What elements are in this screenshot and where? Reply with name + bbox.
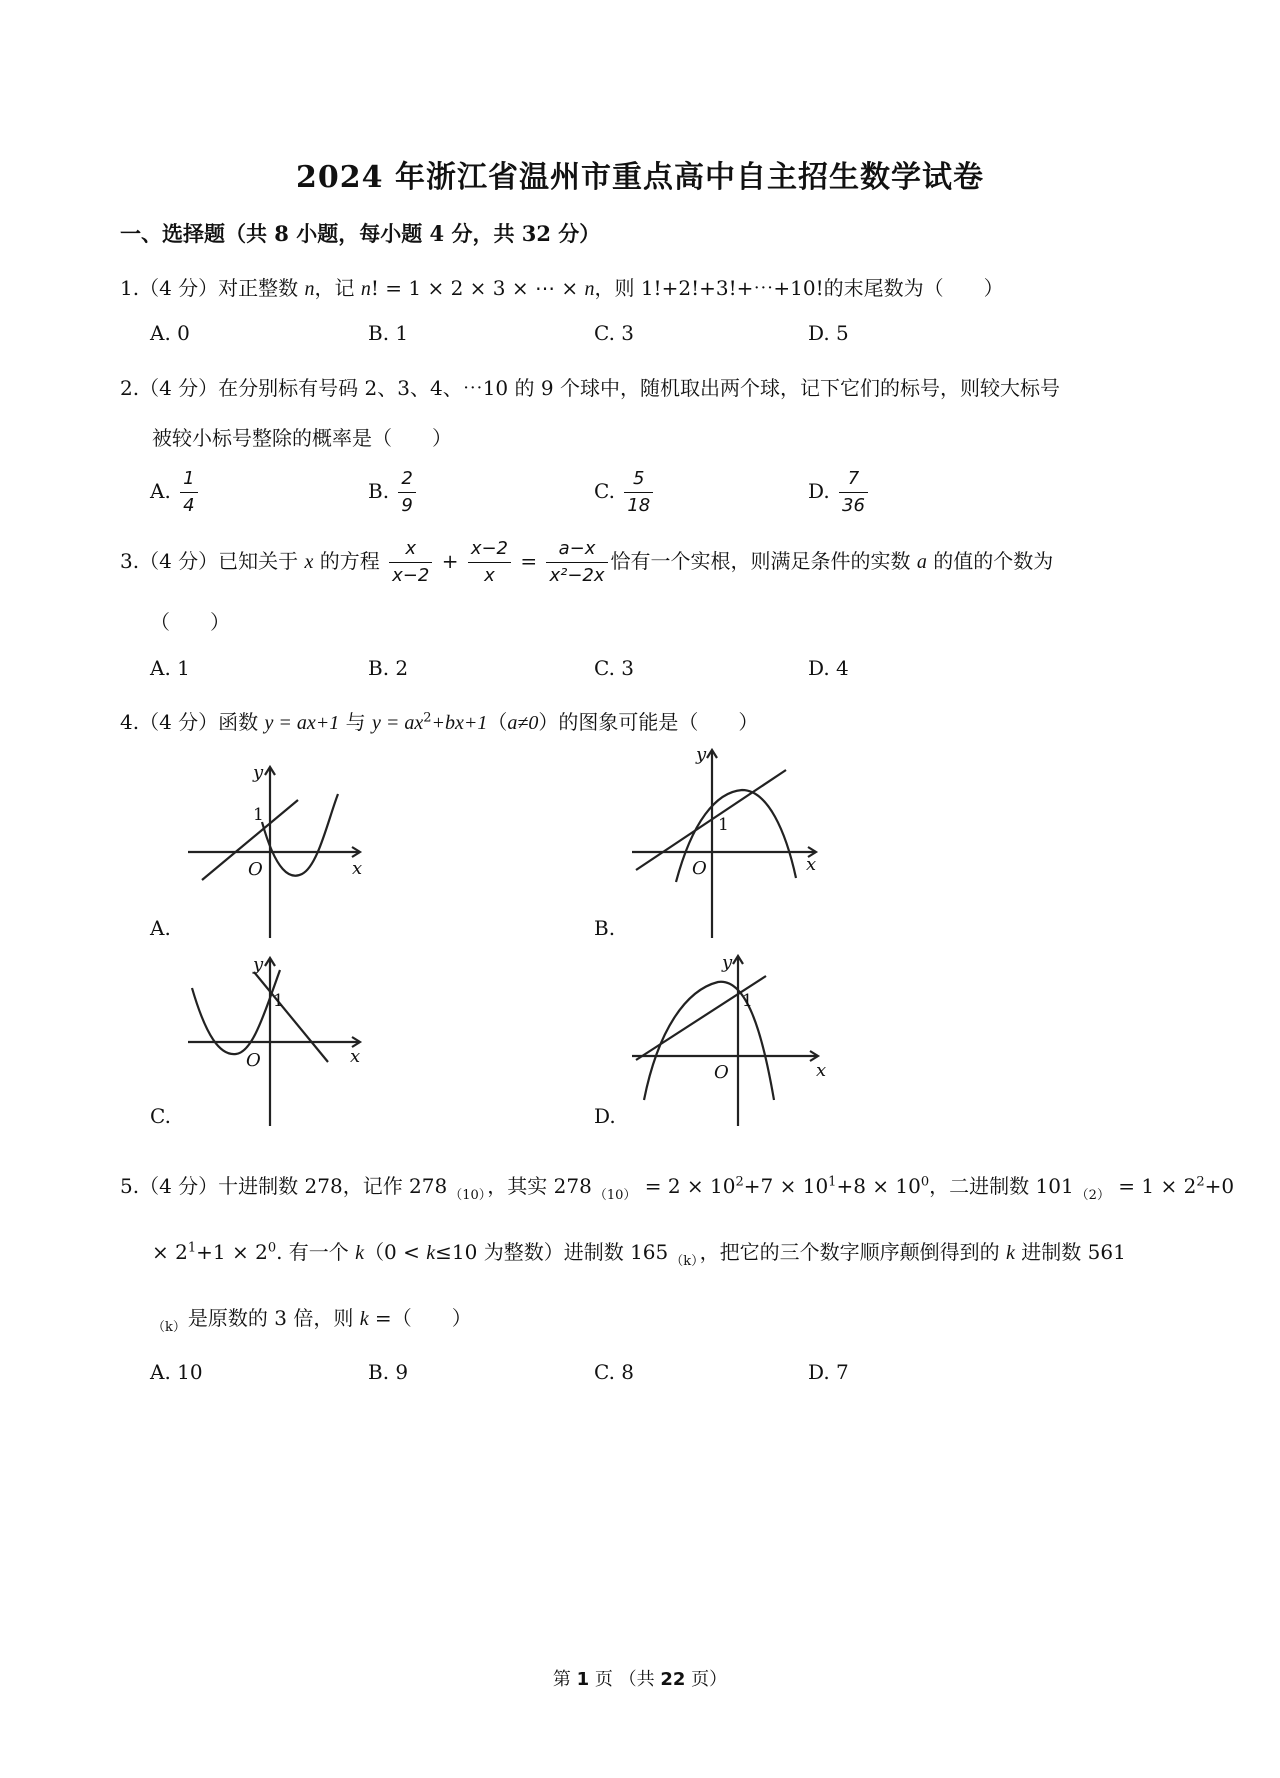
svg-text:x: x (352, 858, 363, 879)
question-5-line-2: × $2^1+1 \times 2^0$. 有一个 k（0 < k≤10 为整数）进制数 165 $_{(k)}$ ，把它的三个数字顺序颠倒得到的 k 进制数 561 (152, 1240, 1126, 1269)
svg-text:1: 1 (718, 815, 729, 835)
q3-option-d[interactable]: D. 4 (808, 656, 849, 680)
question-5-line-1: 5.（4 分）十进制数 278，记作 278 $_{(10)}$ ，其实 278 $_{(10)} = 2 \times 10^2+7 \times 10^1+8 \times 10^0$，二进制数 101 $_{(2)} = 1 \times 2^2+0$ (120, 1174, 1235, 1203)
fraction-2: $\frac{x-2}{x}$ (468, 536, 511, 589)
q4-option-d[interactable]: D. (594, 1104, 616, 1128)
graph-d[interactable] (626, 950, 836, 1130)
svg-text:y: y (253, 954, 264, 975)
q1-option-c[interactable]: C. 3 (594, 321, 635, 345)
question-3-line-2: （ ） (150, 610, 230, 634)
svg-text:O: O (692, 858, 707, 879)
fraction: $\frac{7}{36}$ (839, 466, 868, 519)
svg-text:1: 1 (253, 805, 264, 825)
q2-option-c[interactable]: C. $\frac{5}{18}$ (594, 466, 656, 519)
svg-text:1: 1 (742, 991, 753, 1011)
q4-option-c[interactable]: C. (150, 1104, 171, 1128)
fraction: $\frac{1}{4}$ (180, 466, 197, 519)
svg-text:x: x (806, 854, 817, 875)
q1-option-b[interactable]: B. 1 (368, 321, 409, 345)
graph-a[interactable] (180, 762, 370, 942)
q2-option-d[interactable]: D. $\frac{7}{36}$ (808, 466, 871, 519)
q2-option-a[interactable]: A. $\frac{1}{4}$ (150, 466, 201, 519)
question-2-line-1: 2.（4 分）在分别标有号码 2、3、4、⋯10 的 9 个球中，随机取出两个球，记下它们的标号，则较大标号 (120, 376, 1060, 400)
svg-text:x: x (350, 1046, 361, 1067)
exam-title: 2024 年浙江省温州市重点高中自主招生数学试卷 (296, 160, 984, 195)
question-5-line-3: $_{(k)}$ 是原数的 3 倍，则 k =（ ） (152, 1306, 472, 1335)
svg-text:x: x (816, 1060, 827, 1081)
q1-option-d[interactable]: D. 5 (808, 321, 849, 345)
svg-text:O: O (246, 1050, 261, 1071)
svg-text:O: O (714, 1062, 729, 1083)
section-heading: 一、选择题（共 8 小题，每小题 4 分，共 32 分） (120, 221, 601, 246)
q5-option-b[interactable]: B. 9 (368, 1360, 409, 1384)
q3-option-c[interactable]: C. 3 (594, 656, 635, 680)
question-1: 1.（4 分）对正整数 n，记 n! = 1 × 2 × 3 × ⋯ × n，则 1!+2!+3!+⋯+10!的末尾数为（ ） (120, 276, 1004, 300)
q2-option-b[interactable]: B. $\frac{2}{9}$ (368, 466, 419, 519)
question-2-line-2: 被较小标号整除的概率是（ ） (152, 426, 452, 450)
q3-option-a[interactable]: A. 1 (150, 656, 190, 680)
question-3: 3.（4 分）已知关于 x 的方程 $\frac{x}{x-2}$ + $\frac{x-2}{x}$ = $\frac{a-x}{\text{x²−2x}}$ 恰有一个实根，则满足条件的实数 a 的值的个数为 (120, 536, 1053, 589)
fraction: $\frac{5}{18}$ (624, 466, 653, 519)
svg-text:O: O (248, 859, 263, 880)
fraction-1: $\frac{x}{x-2}$ (389, 536, 432, 589)
q5-option-c[interactable]: C. 8 (594, 1360, 635, 1384)
graph-c[interactable] (180, 950, 370, 1130)
q3-option-b[interactable]: B. 2 (368, 656, 409, 680)
page-footer: 第 1 页 （共 22 页） (552, 1669, 728, 1690)
q5-option-a[interactable]: A. 10 (150, 1360, 203, 1384)
question-4: 4.（4 分）函数 y = ax+1 与 $y = ax^2+bx+1(a\ne 0)$的图象可能是（ ） (120, 710, 759, 734)
svg-text:y: y (253, 762, 264, 783)
fraction-3: $\frac{a-x}{\text{x²−2x}}$ (546, 536, 607, 589)
graph-b[interactable] (626, 742, 836, 942)
q4-option-a[interactable]: A. (150, 916, 171, 940)
svg-text:1: 1 (273, 991, 284, 1011)
q4-option-b[interactable]: B. (594, 916, 616, 940)
q1-option-a[interactable]: A. 0 (150, 321, 190, 345)
svg-text:y: y (696, 744, 707, 765)
fraction: $\frac{2}{9}$ (398, 466, 415, 519)
svg-text:y: y (722, 952, 733, 973)
q5-option-d[interactable]: D. 7 (808, 1360, 849, 1384)
